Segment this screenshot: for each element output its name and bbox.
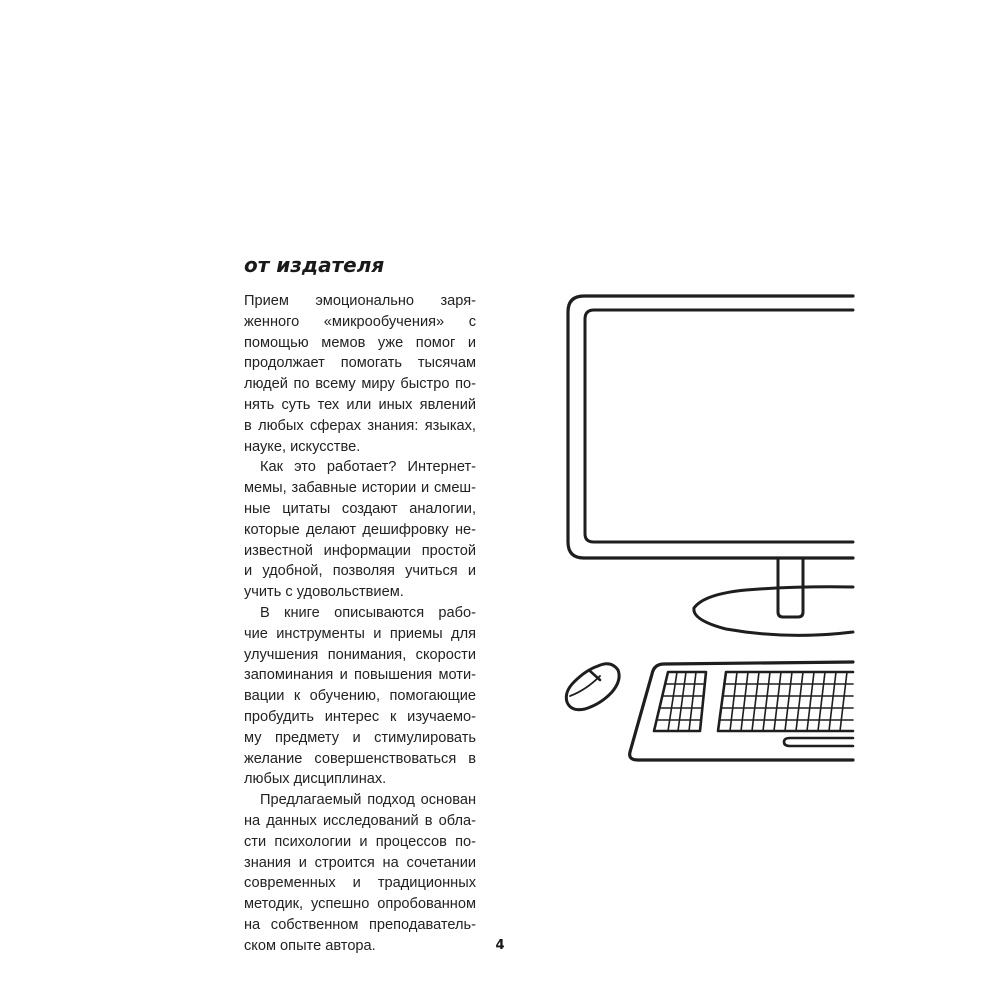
- text-line: науке, искусстве.: [244, 438, 361, 455]
- monitor-stand-base: [694, 587, 853, 636]
- text-line: в любых сферах знания: языках,: [244, 417, 476, 434]
- text-line: Предлагаемый подход основан: [260, 792, 476, 809]
- text-line: людей по всему миру быстро по-: [244, 376, 476, 393]
- text-line: известной информации простой: [244, 542, 476, 559]
- page-number: 4: [495, 938, 505, 953]
- text-line: ные цитаты создают аналогии,: [244, 500, 476, 517]
- monitor-bezel: [568, 296, 853, 558]
- text-line: учить с удовольствием.: [244, 584, 404, 601]
- keyboard-keys-right: [720, 672, 853, 731]
- text-line: желание совершенствоваться в: [244, 750, 476, 767]
- text-line: которые делают дешифровку не-: [244, 521, 476, 538]
- section-heading: от издателя: [244, 253, 385, 277]
- mouse-icon: [566, 664, 619, 710]
- keyboard-icon: [630, 662, 853, 760]
- text-line: любых дисциплинах.: [244, 771, 387, 788]
- text-line: чие инструменты и приемы для: [244, 625, 476, 642]
- text-line: пробудить интерес к изучаемо-: [244, 708, 476, 725]
- text-line: запоминания и повышения моти-: [244, 667, 476, 684]
- monitor-screen: [585, 310, 853, 542]
- text-line: помощью мемов уже помог и: [244, 334, 476, 351]
- text-line: ском опыте автора.: [244, 937, 376, 954]
- body-text: [244, 291, 476, 957]
- text-line: методик, успешно опробованном: [244, 896, 476, 913]
- text-line: женного «микрообучения» с: [244, 313, 476, 330]
- text-line: сти психологии и процессов по-: [244, 833, 476, 850]
- text-line: му предмету и стимулировать: [244, 729, 476, 746]
- text-line: вации к обучению, помогающие: [244, 688, 476, 705]
- text-line: Как это работает? Интернет-: [260, 459, 476, 476]
- text-line: знания и строится на сочетании: [244, 854, 476, 871]
- text-line: современных и традиционных: [244, 875, 476, 892]
- desktop-computer-icon: [556, 286, 856, 776]
- text-line: продолжает помогать тысячам: [244, 355, 476, 372]
- text-line: мемы, забавные истории и смеш-: [244, 480, 476, 497]
- text-line: нять суть тех или иных явлений: [244, 396, 476, 413]
- text-line: улучшения понимания, скорости: [244, 646, 476, 663]
- text-line: В книге описываются рабо-: [260, 604, 476, 621]
- text-line: и удобной, позволяя учиться и: [244, 563, 476, 580]
- text-line: Прием эмоционально заря-: [244, 293, 476, 309]
- text-line: на данных исследований в обла-: [244, 812, 476, 829]
- text-line: на собственном преподаватель-: [244, 916, 476, 933]
